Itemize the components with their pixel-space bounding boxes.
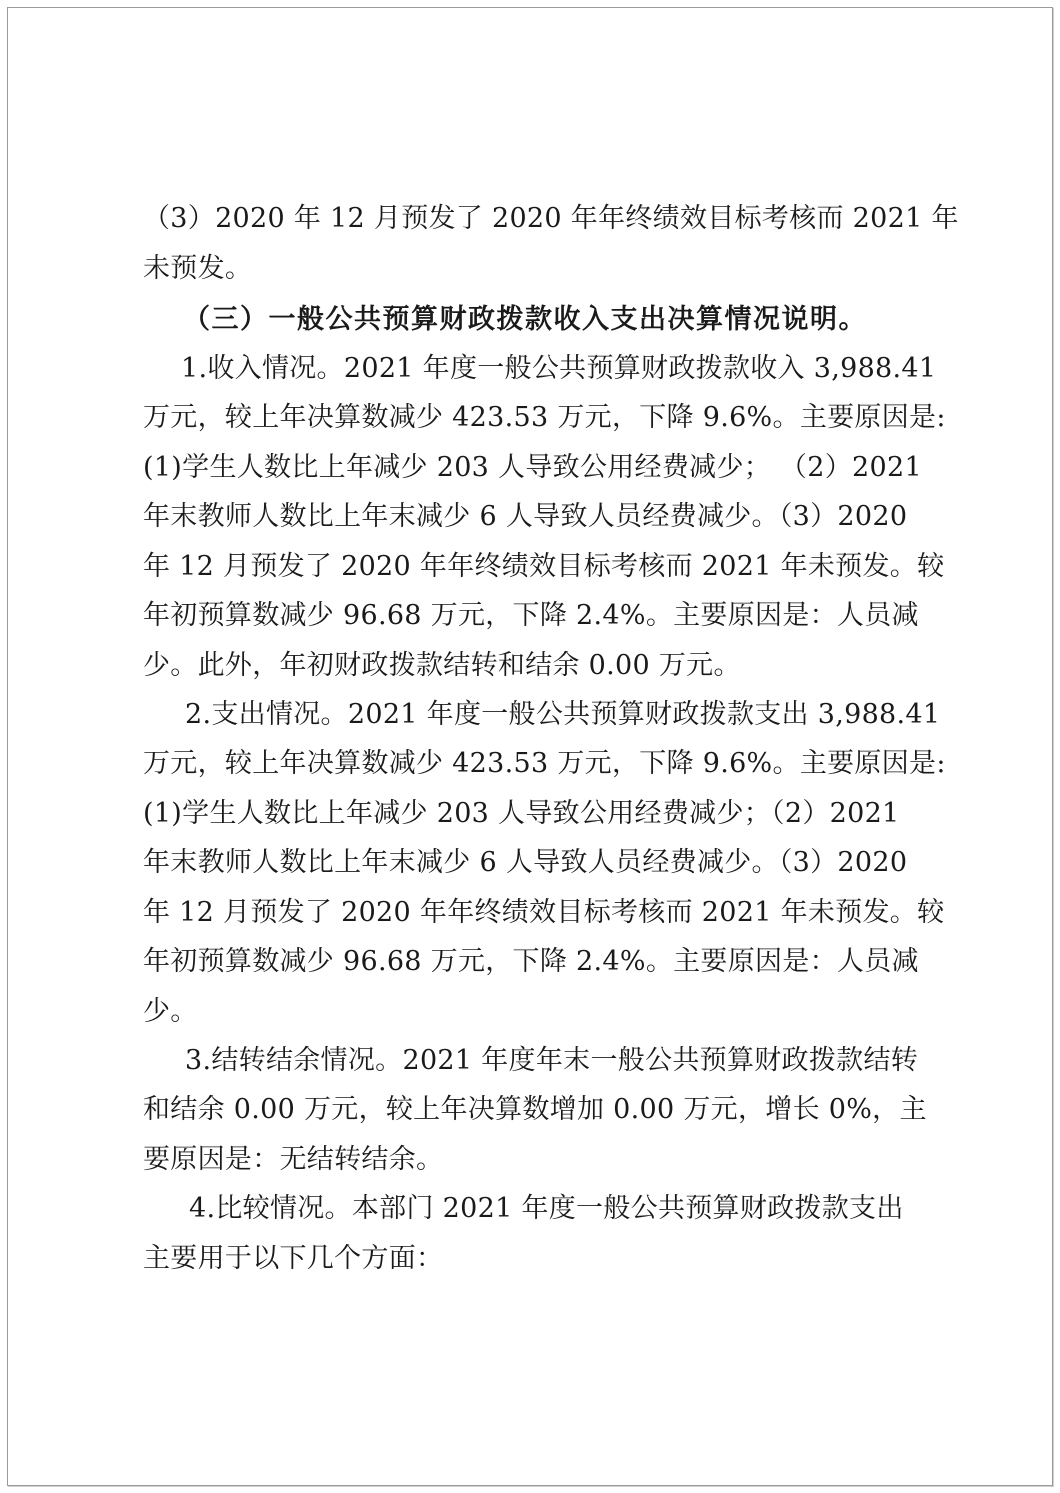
paragraph-line: 3.结转结余情况。2021 年度年末一般公共预算财政拨款结转 [185,1045,919,1076]
paragraph-line: 未预发。 [143,253,253,284]
paragraph-line: 要原因是：无结转结余。 [143,1144,444,1175]
paragraph-line: (1)学生人数比上年减少 203 人导致公用经费减少； （2）2021 [143,452,922,483]
paragraph-line: 年初预算数减少 96.68 万元，下降 2.4%。主要原因是：人员减 [143,946,919,977]
paragraph-line: (1)学生人数比上年减少 203 人导致公用经费减少；（2）2021 [143,798,900,829]
paragraph-line: 少。 [143,996,198,1027]
paragraph-line: 主要用于以下几个方面： [143,1243,444,1274]
paragraph-line: 1.收入情况。2021 年度一般公共预算财政拨款收入 3,988.41 [181,353,937,384]
paragraph-line: 2.支出情况。2021 年度一般公共预算财政拨款支出 3,988.41 [185,699,941,730]
section-heading: （三）一般公共预算财政拨款收入支出决算情况说明。 [183,304,867,335]
paragraph-line: （3）2020 年 12 月预发了 2020 年年终绩效目标考核而 2021 年 [143,203,959,234]
paragraph-line: 年初预算数减少 96.68 万元，下降 2.4%。主要原因是：人员减 [143,600,919,631]
paragraph-line: 年末教师人数比上年末减少 6 人导致人员经费减少。（3）2020 [143,501,908,532]
paragraph-line: 年 12 月预发了 2020 年年终绩效目标考核而 2021 年未预发。较 [143,551,945,582]
paragraph-line: 4.比较情况。本部门 2021 年度一般公共预算财政拨款支出 [189,1193,904,1224]
paragraph-line: 年 12 月预发了 2020 年年终绩效目标考核而 2021 年未预发。较 [143,897,945,928]
paragraph-line: 少。此外，年初财政拨款结转和结余 0.00 万元。 [143,650,741,681]
paragraph-line: 和结余 0.00 万元，较上年决算数增加 0.00 万元，增长 0%，主 [143,1094,927,1125]
paragraph-line: 万元，较上年决算数减少 423.53 万元，下降 9.6%。主要原因是: [143,748,946,779]
paragraph-line: 年末教师人数比上年末减少 6 人导致人员经费减少。（3）2020 [143,847,908,878]
paragraph-line: 万元，较上年决算数减少 423.53 万元，下降 9.6%。主要原因是: [143,402,946,433]
